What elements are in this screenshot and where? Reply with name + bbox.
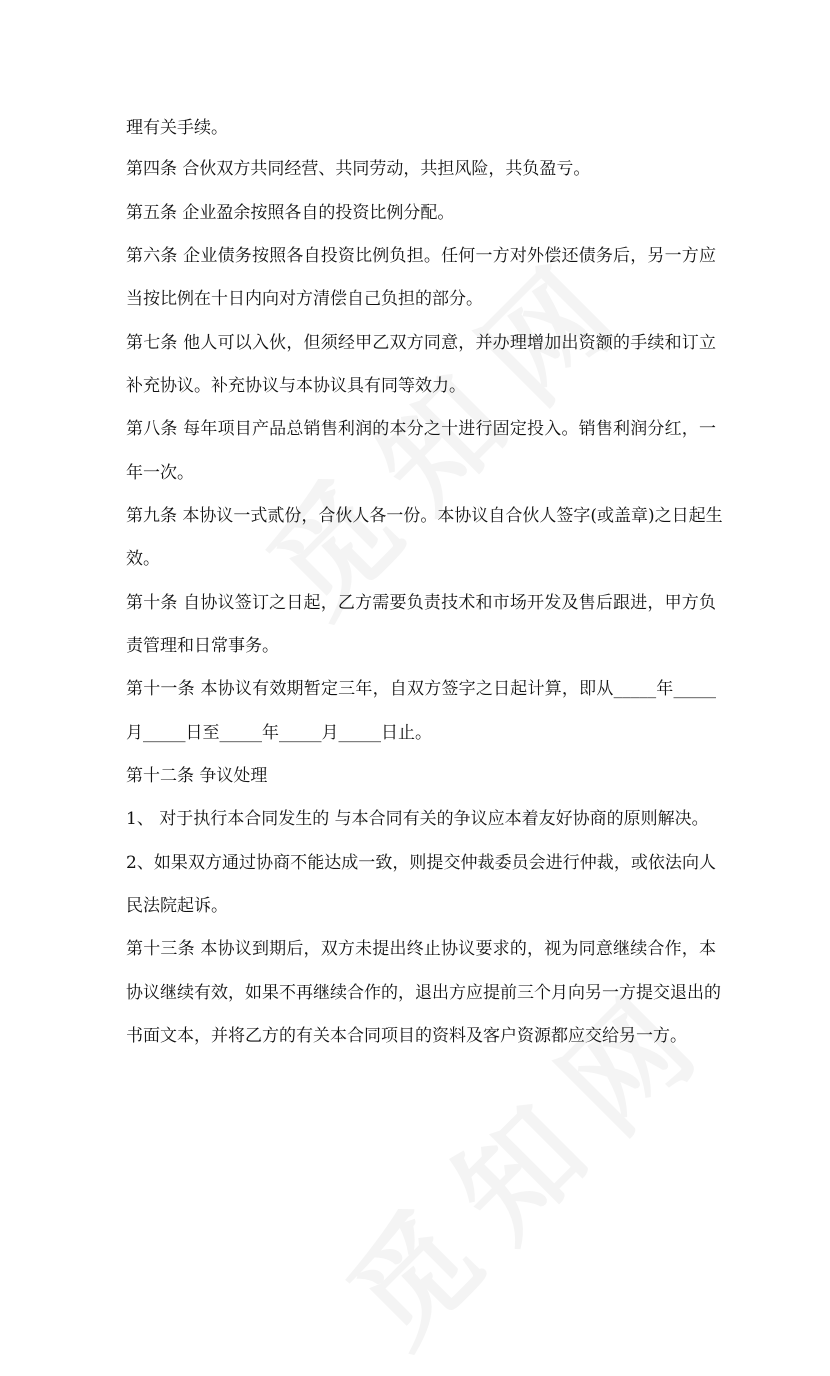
text-line: 民法院起诉。 — [126, 896, 228, 916]
text-line: 当按比例在十日内向对方清偿自己负担的部分。 — [126, 289, 483, 309]
text-line: 第五条 企业盈余按照各自的投资比例分配。 — [126, 203, 455, 223]
text-line: 第十一条 本协议有效期暂定三年，自双方签字之日起计算，即从_____年_____ — [126, 679, 716, 699]
text-line: 责管理和日常事务。 — [126, 636, 279, 656]
text-line: 第九条 本协议一式贰份，合伙人各一份。本协议自合伙人签字(或盖章)之日起生 — [126, 506, 723, 526]
text-line: 第七条 他人可以入伙，但须经甲乙双方同意，并办理增加出资额的手续和订立 — [126, 333, 716, 353]
text-line: 月_____日至_____年_____月_____日止。 — [126, 723, 432, 743]
text-line: 第六条 企业债务按照各自投资比例负担。任何一方对外偿还债务后，另一方应 — [126, 246, 716, 266]
text-line: 效。 — [126, 549, 160, 569]
text-line: 第十三条 本协议到期后，双方未提出终止协议要求的，视为同意继续合作，本 — [126, 939, 716, 959]
text-line: 年一次。 — [126, 463, 194, 483]
text-line: 2、如果双方通过协商不能达成一致，则提交仲裁委员会进行仲裁，或依法向人 — [126, 853, 716, 873]
text-line: 第八条 每年项目产品总销售利润的本分之十进行固定投入。销售利润分红，一 — [126, 419, 716, 439]
text-line: 书面文本，并将乙方的有关本合同项目的资料及客户资源都应交给另一方。 — [126, 1026, 687, 1046]
text-line: 理有关手续。 — [126, 118, 228, 138]
text-line: 第十条 自协议签订之日起，乙方需要负责技术和市场开发及售后跟进，甲方负 — [126, 593, 716, 613]
text-line: 1、 对于执行本合同发生的 与本合同有关的争议应本着友好协商的原则解决。 — [126, 809, 709, 829]
text-line: 第四条 合伙双方共同经营、共同劳动，共担风险，共负盈亏。 — [126, 159, 591, 179]
text-line: 第十二条 争议处理 — [126, 766, 268, 786]
text-line: 补充协议。补充协议与本协议具有同等效力。 — [126, 376, 466, 396]
text-line: 协议继续有效，如果不再继续合作的，退出方应提前三个月向另一方提交退出的 — [126, 983, 721, 1003]
